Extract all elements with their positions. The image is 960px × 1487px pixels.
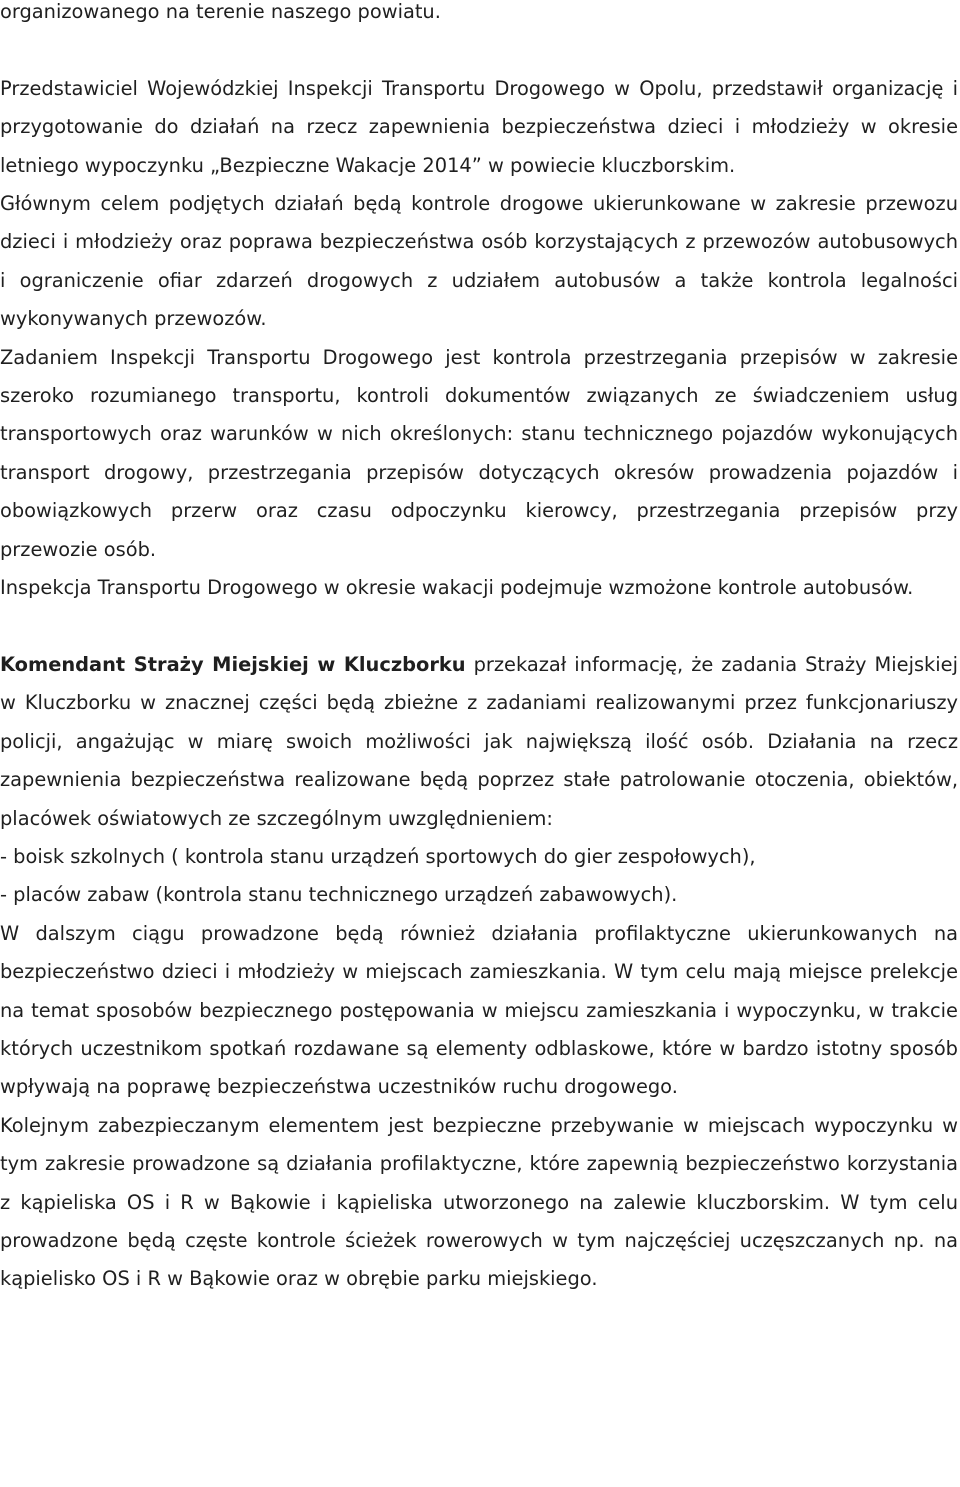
paragraph-itd-inspections: Inspekcja Transportu Drogowego w okresie wakacji podejmuje wzmożone kontrole autobusów.	[0, 576, 914, 600]
paragraph-main-goal: Głównym celem podjętych działań będą kontrole drogowe ukierunkowane w zakresie przewozu dzieci i młodzieży oraz poprawa bezpieczeństwa osób korzystających z przewozów autobusowych i ograniczenie ofiar zdarzeń drogowych z udziałem autobusów a także kontrola legalności wykonywanych przewozów.	[0, 192, 958, 331]
blank-line	[0, 607, 958, 645]
list-item-school-fields: - boisk szkolnych ( kontrola stanu urządzeń sportowych do gier zespołowych),	[0, 844, 756, 868]
list-item-playgrounds: - placów zabaw (kontrola stanu technicznego urządzeń zabawowych).	[0, 883, 678, 907]
paragraph-itd-tasks: Zadaniem Inspekcji Transportu Drogowego jest kontrola przestrzegania przepisów w zakresie szeroko rozumianego transportu, kontroli dokumentów związanych ze świadczeniem usług transportowych oraz warunków w nich określonych: stanu technicznego pojazdów wykonujących transport drogowy, przestrzegania przepisów dotyczących okresów prowadzenia pojazdów i obowiązkowych przerw oraz czasu odpoczynku kierowcy, przestrzegania przepisów przy przewozie osób.	[0, 345, 958, 561]
blank-line	[0, 31, 958, 69]
paragraph-continuation: organizowanego na terenie naszego powiatu.	[0, 0, 441, 23]
city-guard-text: przekazał informację, że zadania Straży Miejskiej w Kluczborku w znacznej części będą zbieżne z zadaniami realizowanymi przez funkcjonariuszy policji, angażując w miarę swoich możliwości jak największą ilość osób. Działania na rzecz zapewnienia bezpieczeństwa realizowane będą poprzez stałe patrolowanie otoczenia, obiektów, placówek oświatowych ze szczególnym uwzględnieniem:	[0, 652, 958, 830]
paragraph-city-guard	[0, 646, 958, 838]
paragraph-prevention: W dalszym ciągu prowadzone będą również działania profilaktyczne ukierunkowanych na bezpieczeństwo dzieci i młodzieży w miejscach zamieszkania. W tym celu mają miejsce prelekcje na temat sposobów bezpiecznego postępowania w miejscu zamieszkania i wypoczynku, w trakcie których uczestnikom spotkań rozdawane są elementy odblaskowe, które w bardzo istotny sposób wpływają na poprawę bezpieczeństwa uczestników ruchu drogowego.	[0, 921, 958, 1099]
paragraph-witd-representative: Przedstawiciel Wojewódzkiej Inspekcji Transportu Drogowego w Opolu, przedstawił organizację i przygotowanie do działań na rzecz zapewnienia bezpieczeństwa dzieci i młodzieży w okresie letniego wypoczynku „Bezpieczne Wakacje 2014” w powiecie kluczborskim.	[0, 76, 958, 177]
city-guard-commander: Komendant Straży Miejskiej w Kluczborku	[0, 652, 466, 676]
paragraph-recreation-safety: Kolejnym zabezpieczanym elementem jest bezpieczne przebywanie w miejscach wypoczynku w tym zakresie prowadzone są działania profilaktyczne, które zapewnią bezpieczeństwo korzystania z kąpieliska OS i R w Bąkowie i kąpieliska utworzonego na zalewie kluczborskim. W tym celu prowadzone będą częste kontrole ścieżek rowerowych w tym najczęściej uczęszczanych np. na kąpielisko OS i R w Bąkowie oraz w obrębie parku miejskiego.	[0, 1113, 958, 1291]
